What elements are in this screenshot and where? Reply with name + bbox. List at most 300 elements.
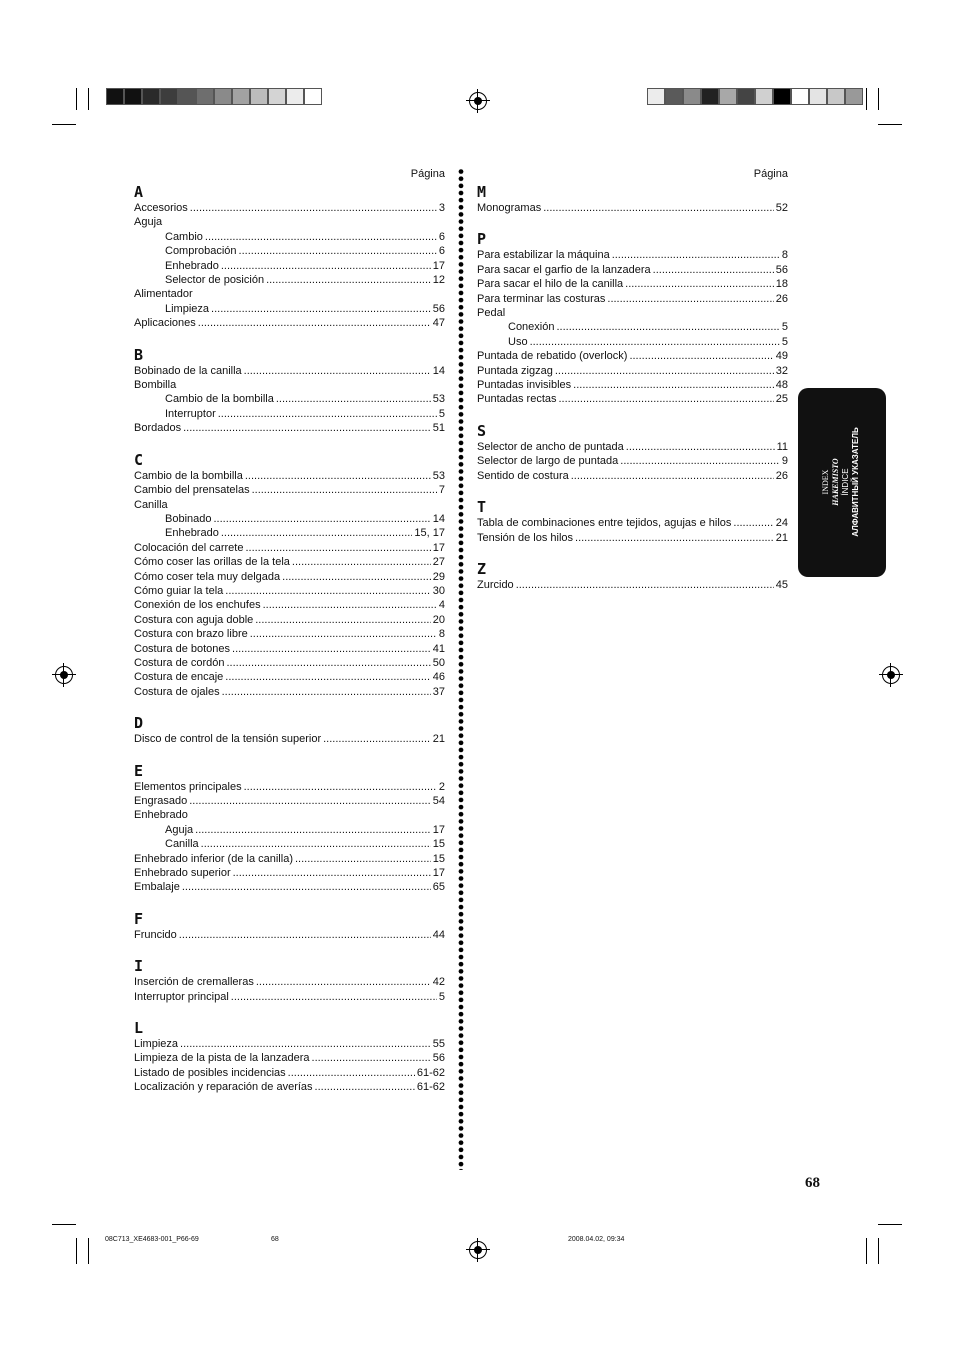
entry-label: Embalaje [134, 881, 180, 894]
index-section [134, 715, 445, 746]
index-entry [134, 244, 445, 258]
entry-page: 56 [775, 263, 788, 276]
index-entry [134, 498, 445, 512]
entry-label: Zurcido [477, 578, 514, 591]
entry-page: 17 [432, 867, 445, 880]
entry-label: Uso [508, 335, 528, 348]
entry-page: 5 [438, 407, 445, 420]
entry-page: 24 [775, 517, 788, 530]
registration-target-icon [882, 666, 900, 684]
index-section [134, 347, 445, 436]
index-entry [477, 454, 788, 468]
side-tab-label [821, 427, 861, 537]
index-entry [134, 852, 445, 866]
index-entry [134, 928, 445, 942]
leader-dots [266, 273, 431, 287]
leader-dots [315, 1080, 415, 1094]
entry-label: Costura de ojales [134, 685, 220, 698]
entry-label: Limpieza [165, 302, 210, 315]
index-entry [477, 349, 788, 363]
color-swatch [214, 88, 232, 105]
entry-label: Sentido de costura [477, 469, 569, 482]
leader-dots [625, 277, 774, 291]
entry-label: Interruptor [165, 407, 216, 420]
entry-page: 15 [432, 838, 445, 851]
leader-dots [282, 570, 431, 584]
color-swatch [304, 88, 322, 105]
leader-dots [263, 598, 437, 612]
color-swatch [791, 88, 809, 105]
index-entry [134, 259, 445, 273]
leader-dots [312, 1051, 431, 1065]
index-column-left [134, 168, 445, 1111]
leader-dots [233, 866, 431, 880]
entry-label: Enhebrado [165, 259, 219, 272]
color-swatch [160, 88, 178, 105]
entry-page: 7 [438, 484, 445, 497]
crop-mark [866, 88, 867, 110]
leader-dots [180, 1037, 431, 1051]
index-entry [134, 1037, 445, 1051]
entry-label: Costura con brazo libre [134, 628, 248, 641]
entry-label: Canilla [165, 838, 199, 851]
leader-dots [573, 378, 774, 392]
entry-label: Puntadas rectas [477, 393, 557, 406]
entry-page: 25 [775, 393, 788, 406]
side-tab-line: АЛФАВИТНЫЙ УКАЗАТЕЛЬ [851, 427, 860, 537]
entry-page: 41 [432, 642, 445, 655]
footer-timestamp: 2008.04.02, 09:34 [568, 1236, 625, 1243]
index-entry [134, 823, 445, 837]
leader-dots [295, 852, 431, 866]
section-letter: T [477, 498, 487, 517]
entry-page: 14 [432, 512, 445, 525]
index-entry [134, 316, 445, 330]
color-swatch [719, 88, 737, 105]
index-column-right [477, 168, 788, 608]
index-entry [134, 392, 445, 406]
entry-label: Tensión de los hilos [477, 531, 574, 544]
entry-page: 8 [781, 249, 788, 262]
leader-dots [195, 823, 431, 837]
entry-label: Selector de largo de puntada [477, 455, 619, 468]
entry-page: 8 [438, 628, 445, 641]
entry-label: Elementos principales [134, 780, 242, 793]
index-entry [134, 302, 445, 316]
index-entry [134, 230, 445, 244]
crop-mark [878, 124, 902, 125]
leader-dots [626, 440, 775, 454]
section-letter: B [134, 345, 144, 364]
index-entry [134, 685, 445, 699]
entry-page: 5 [438, 990, 445, 1003]
index-entry [134, 273, 445, 287]
entry-page: 21 [432, 733, 445, 746]
leader-dots [256, 975, 431, 989]
registration-target-icon [55, 666, 73, 684]
entry-page: 26 [775, 469, 788, 482]
index-entry [134, 627, 445, 641]
index-entry [134, 794, 445, 808]
leader-dots [575, 531, 774, 545]
leader-dots [244, 780, 437, 794]
entry-label: Pedal [477, 307, 506, 320]
entry-page: 15 [432, 852, 445, 865]
index-section [477, 231, 788, 406]
entry-page: 5 [781, 335, 788, 348]
index-entry [477, 392, 788, 406]
entry-page: 3 [438, 202, 445, 214]
color-swatch [755, 88, 773, 105]
leader-dots [255, 613, 431, 627]
entry-label: Cómo coser las orillas de la tela [134, 556, 290, 569]
index-entry [477, 578, 788, 592]
leader-dots [607, 292, 773, 306]
entry-label: Limpieza [134, 1038, 179, 1051]
index-section [134, 452, 445, 700]
leader-dots [323, 732, 431, 746]
entry-label: Puntada de rebatido (overlock) [477, 350, 628, 363]
entry-label: Bobinado [165, 512, 212, 525]
entry-label: Alimentador [134, 288, 193, 301]
entry-page: 5 [781, 321, 788, 334]
entry-label: Cambio [165, 230, 203, 243]
registration-target-icon [469, 1241, 487, 1259]
color-swatch [737, 88, 755, 105]
entry-page: 44 [432, 928, 445, 941]
leader-dots [653, 263, 774, 277]
entry-label: Bombilla [134, 379, 177, 392]
page-number: 68 [805, 1175, 820, 1191]
color-swatch [232, 88, 250, 105]
index-entry [134, 555, 445, 569]
entry-page: 51 [432, 422, 445, 435]
color-bar-right [647, 88, 863, 105]
entry-label: Conexión [508, 321, 555, 334]
entry-page: 46 [432, 671, 445, 684]
entry-page: 26 [775, 292, 788, 305]
entry-label: Accesorios [134, 202, 188, 214]
index-section [134, 958, 445, 1004]
leader-dots [245, 541, 430, 555]
section-letter: M [477, 183, 487, 201]
crop-mark [88, 88, 89, 110]
entry-label: Aguja [134, 216, 163, 229]
color-swatch [845, 88, 863, 105]
registration-target-icon [469, 92, 487, 110]
section-letter: P [477, 230, 487, 249]
entry-label: Fruncido [134, 928, 177, 941]
leader-dots [182, 880, 431, 894]
index-section [477, 184, 788, 215]
color-swatch [773, 88, 791, 105]
leader-dots [239, 244, 437, 258]
leader-dots [556, 320, 779, 334]
leader-dots [292, 555, 431, 569]
leader-dots [232, 642, 431, 656]
leader-dots [221, 526, 413, 540]
index-entry [134, 880, 445, 894]
index-entry [134, 1080, 445, 1094]
index-entry [477, 335, 788, 349]
color-swatch [178, 88, 196, 105]
leader-dots [530, 335, 780, 349]
section-letter: L [134, 1019, 144, 1038]
entry-label: Costura de cordón [134, 656, 225, 669]
leader-dots [245, 469, 431, 483]
entry-page: 11 [776, 440, 788, 453]
entry-label: Canilla [134, 498, 168, 511]
index-entry [134, 483, 445, 497]
index-section [134, 911, 445, 942]
leader-dots [225, 584, 430, 598]
index-entry [134, 808, 445, 822]
index-entry [134, 215, 445, 229]
entry-page: 15, 17 [414, 527, 445, 540]
entry-label: Tabla de combinaciones entre tejidos, agujas e hilos [477, 517, 732, 530]
index-section [134, 184, 445, 331]
entry-page: 27 [432, 556, 445, 569]
entry-page: 61-62 [416, 1066, 445, 1079]
entry-page: 45 [775, 578, 788, 591]
color-swatch [268, 88, 286, 105]
color-swatch [124, 88, 142, 105]
leader-dots [571, 469, 774, 483]
index-entry [134, 975, 445, 989]
crop-mark [866, 1238, 867, 1264]
leader-dots [211, 302, 431, 316]
entry-label: Enhebrado [165, 527, 219, 540]
index-entry [134, 642, 445, 656]
crop-mark [52, 1224, 76, 1225]
color-swatch [250, 88, 268, 105]
entry-page: 20 [432, 613, 445, 626]
section-letter: S [477, 421, 487, 440]
color-swatch [701, 88, 719, 105]
section-letter: A [134, 183, 144, 201]
entry-label: Cambio del prensatelas [134, 484, 250, 497]
entry-page: 12 [432, 274, 445, 287]
footer-page: 68 [271, 1236, 279, 1243]
section-letter: I [134, 957, 144, 976]
entry-label: Engrasado [134, 795, 188, 807]
index-section [134, 763, 445, 895]
color-swatch [286, 88, 304, 105]
index-entry [134, 837, 445, 851]
section-letter: Z [477, 559, 487, 578]
entry-label: Limpieza de la pista de la lanzadera [134, 1052, 310, 1065]
leader-dots [227, 656, 431, 670]
crop-mark [878, 88, 879, 110]
side-tab-line: HAKEMISTO [831, 458, 840, 506]
entry-page: 61-62 [416, 1081, 445, 1094]
index-entry [134, 656, 445, 670]
entry-label: Disco de control de la tensión superior [134, 733, 322, 746]
entry-page: 29 [432, 570, 445, 583]
entry-page: 9 [781, 455, 788, 468]
color-swatch [106, 88, 124, 105]
index-entry [477, 516, 788, 530]
leader-dots [190, 201, 437, 215]
index-entry [134, 421, 445, 435]
crop-mark [88, 1238, 89, 1264]
entry-label: Para sacar el garfio de la lanzadera [477, 263, 651, 276]
index-entry [134, 378, 445, 392]
leader-dots [244, 364, 431, 378]
entry-page: 50 [432, 656, 445, 669]
index-entry [134, 526, 445, 540]
entry-page: 18 [775, 278, 788, 291]
color-swatch [827, 88, 845, 105]
entry-page: 30 [432, 584, 445, 597]
entry-label: Para sacar el hilo de la canilla [477, 278, 624, 291]
leader-dots [214, 512, 431, 526]
index-section [477, 561, 788, 592]
entry-label: Interruptor principal [134, 990, 229, 1003]
crop-mark [52, 124, 76, 125]
pagina-header: Página [410, 168, 445, 180]
section-letter: C [134, 450, 144, 469]
index-entry [134, 670, 445, 684]
index-entry [477, 440, 788, 454]
entry-page: 49 [775, 350, 788, 363]
entry-label: Puntadas invisibles [477, 379, 572, 392]
entry-page: 2 [438, 780, 445, 793]
side-tab-line: ÍNDICE [841, 468, 850, 496]
entry-label: Para terminar las costuras [477, 292, 606, 305]
entry-label: Monogramas [477, 202, 542, 214]
index-section [477, 423, 788, 483]
color-swatch [647, 88, 665, 105]
entry-page: 48 [775, 379, 788, 392]
entry-label: Selector de ancho de puntada [477, 440, 624, 453]
index-entry [134, 613, 445, 627]
entry-page: 54 [432, 795, 445, 807]
index-entry [134, 866, 445, 880]
color-swatch [665, 88, 683, 105]
index-entry [134, 598, 445, 612]
index-entry [477, 292, 788, 306]
index-section [477, 499, 788, 545]
leader-dots [189, 794, 431, 808]
entry-page: 17 [432, 541, 445, 554]
entry-label: Enhebrado [134, 809, 188, 822]
entry-label: Cómo coser tela muy delgada [134, 570, 281, 583]
index-entry [134, 1051, 445, 1065]
color-swatch [683, 88, 701, 105]
entry-page: 47 [432, 317, 445, 330]
section-letter: E [134, 761, 144, 780]
leader-dots [205, 230, 437, 244]
index-entry [477, 263, 788, 277]
entry-page: 32 [775, 364, 788, 377]
index-entry [134, 541, 445, 555]
entry-page: 56 [432, 302, 445, 315]
index-entry [477, 469, 788, 483]
entry-page: 21 [775, 531, 788, 544]
color-swatch [809, 88, 827, 105]
entry-label: Listado de posibles incidencias [134, 1066, 286, 1079]
entry-label: Enhebrado superior [134, 867, 231, 880]
index-entry [134, 201, 445, 215]
entry-label: Puntada zigzag [477, 364, 553, 377]
leader-dots [559, 392, 774, 406]
entry-page: 53 [432, 469, 445, 482]
index-entry [134, 780, 445, 794]
entry-label: Inserción de cremalleras [134, 976, 254, 989]
index-entry [134, 512, 445, 526]
entry-page: 14 [432, 364, 445, 377]
entry-page: 65 [432, 881, 445, 894]
index-entry [477, 378, 788, 392]
index-entry [134, 364, 445, 378]
leader-dots [252, 483, 437, 497]
leader-dots [231, 990, 437, 1004]
leader-dots [620, 454, 780, 468]
leader-dots [276, 392, 431, 406]
entry-page: 17 [432, 259, 445, 272]
color-bar-left [106, 88, 322, 105]
index-entry [477, 531, 788, 545]
entry-label: Bobinado de la canilla [134, 364, 242, 377]
entry-label: Enhebrado inferior (de la canilla) [134, 852, 293, 865]
index-entry [477, 364, 788, 378]
index-entry [134, 287, 445, 301]
section-letter: F [134, 909, 144, 928]
index-entry [134, 584, 445, 598]
entry-label: Para estabilizar la máquina [477, 249, 610, 262]
entry-label: Cambio de la bombilla [165, 393, 274, 406]
index-entry [477, 306, 788, 320]
entry-page: 37 [432, 685, 445, 698]
crop-mark [878, 1238, 879, 1264]
crop-mark [76, 88, 77, 110]
entry-page: 6 [438, 230, 445, 243]
entry-label: Cómo guiar la tela [134, 584, 224, 597]
leader-dots [733, 516, 773, 530]
entry-label: Comprobación [165, 245, 237, 258]
leader-dots [179, 928, 431, 942]
index-entry [134, 732, 445, 746]
pagina-header: Página [753, 168, 788, 180]
side-tab-line: INDEX [821, 469, 830, 495]
color-swatch [196, 88, 214, 105]
entry-page: 56 [432, 1052, 445, 1065]
index-entry [134, 469, 445, 483]
entry-label: Conexión de los enchufes [134, 599, 261, 612]
section-letter: D [134, 714, 144, 733]
index-section [134, 1020, 445, 1095]
entry-page: 52 [775, 202, 788, 214]
leader-dots [250, 627, 437, 641]
index-entry [477, 201, 788, 215]
color-swatch [142, 88, 160, 105]
index-entry [134, 407, 445, 421]
entry-page: 55 [432, 1038, 445, 1051]
index-entry [134, 1066, 445, 1080]
leader-dots [612, 248, 780, 262]
index-entry [477, 277, 788, 291]
index-entry [134, 570, 445, 584]
entry-page: 6 [438, 245, 445, 258]
entry-label: Aguja [165, 823, 194, 836]
leader-dots [222, 685, 431, 699]
crop-mark [878, 1224, 902, 1225]
entry-label: Bordados [134, 422, 182, 435]
crop-mark [76, 1238, 77, 1264]
leader-dots [225, 670, 430, 684]
entry-page: 4 [438, 599, 445, 612]
